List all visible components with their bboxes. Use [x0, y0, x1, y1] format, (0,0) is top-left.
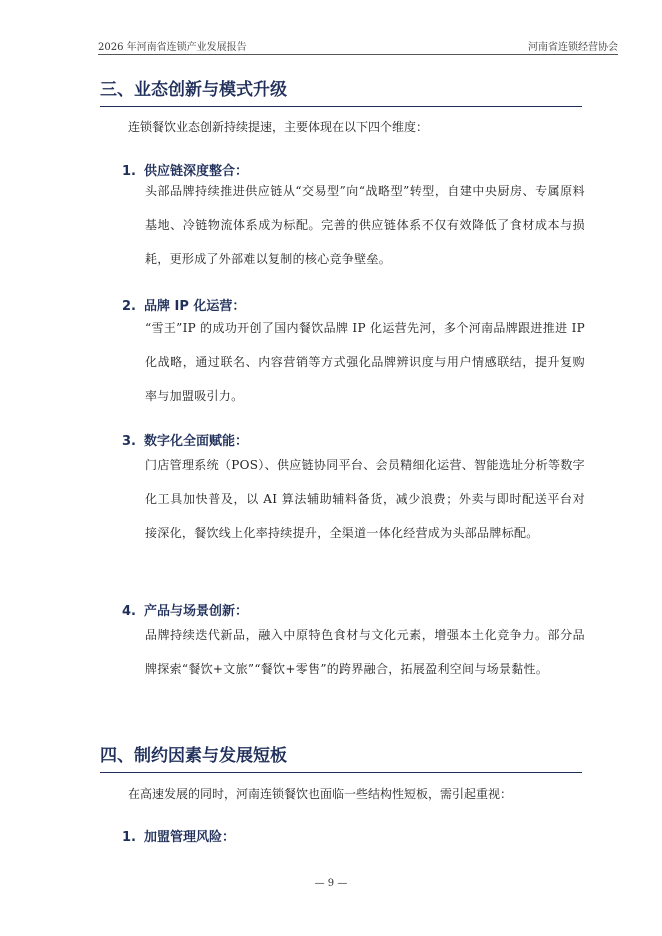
- header-divider: [98, 54, 618, 55]
- item-title-text: 数字化全面赋能：: [144, 434, 249, 449]
- item-title-text: 产品与场景创新：: [144, 604, 249, 619]
- section-4-intro: 在高速发展的同时，河南连锁餐饮也面临一些结构性短板，需引起重视：: [128, 787, 513, 801]
- item-number: 1.: [122, 830, 136, 845]
- report-title: 2026 年河南省连锁产业发展报告: [98, 42, 247, 53]
- section-heading-3: 三、业态创新与模式升级: [100, 78, 582, 107]
- section-heading-4: 四、制约因素与发展短板: [100, 744, 582, 773]
- page-number: — 9 —: [314, 878, 348, 889]
- item-number: 3.: [122, 434, 136, 449]
- item-number: 1.: [122, 164, 136, 179]
- item-body-supply-chain: 头部品牌持续推进供应链从“交易型”向“战略型”转型，自建中央厨房、专属原料基地、冷链物流体系成为标配。完善的供应链体系不仅有效降低了食材成本与损耗，更形成了外部难以复制的核心竞争壁垒。: [145, 184, 585, 266]
- section-3-intro: 连锁餐饮业态创新持续提速，主要体现在以下四个维度：: [128, 120, 429, 134]
- item-number: 2.: [122, 299, 136, 314]
- item-body-brand-ip: “雪王”IP 的成功开创了国内餐饮品牌 IP 化运营先河，多个河南品牌跟进推进 IP 化战略，通过联名、内容营销等方式强化品牌辨识度与用户情感联结，提升复购率与加盟吸引力。: [145, 321, 585, 403]
- item-number: 4.: [122, 604, 136, 619]
- item-title-text: 品牌 IP 化运营：: [144, 299, 246, 314]
- item-title-text: 加盟管理风险：: [144, 830, 236, 845]
- publisher-name: 河南省连锁经营协会: [528, 42, 618, 53]
- item-body-product-scene: 品牌持续迭代新品，融入中原特色食材与文化元素，增强本土化竞争力。部分品牌探索“餐饮+文旅”“餐饮+零售”的跨界融合，拓展盈利空间与场景黏性。: [145, 628, 585, 676]
- item-title-franchise-risk: [122, 828, 235, 848]
- item-title-text: 供应链深度整合：: [144, 164, 249, 179]
- item-body-digital: 门店管理系统（POS）、供应链协同平台、会员精细化运营、智能选址分析等数字化工具加快普及，以 AI 算法辅助辅料备货，减少浪费；外卖与即时配送平台对接深化，餐饮线上化率持续提升，全渠道一体化经营成为头部品牌标配。: [145, 458, 585, 540]
